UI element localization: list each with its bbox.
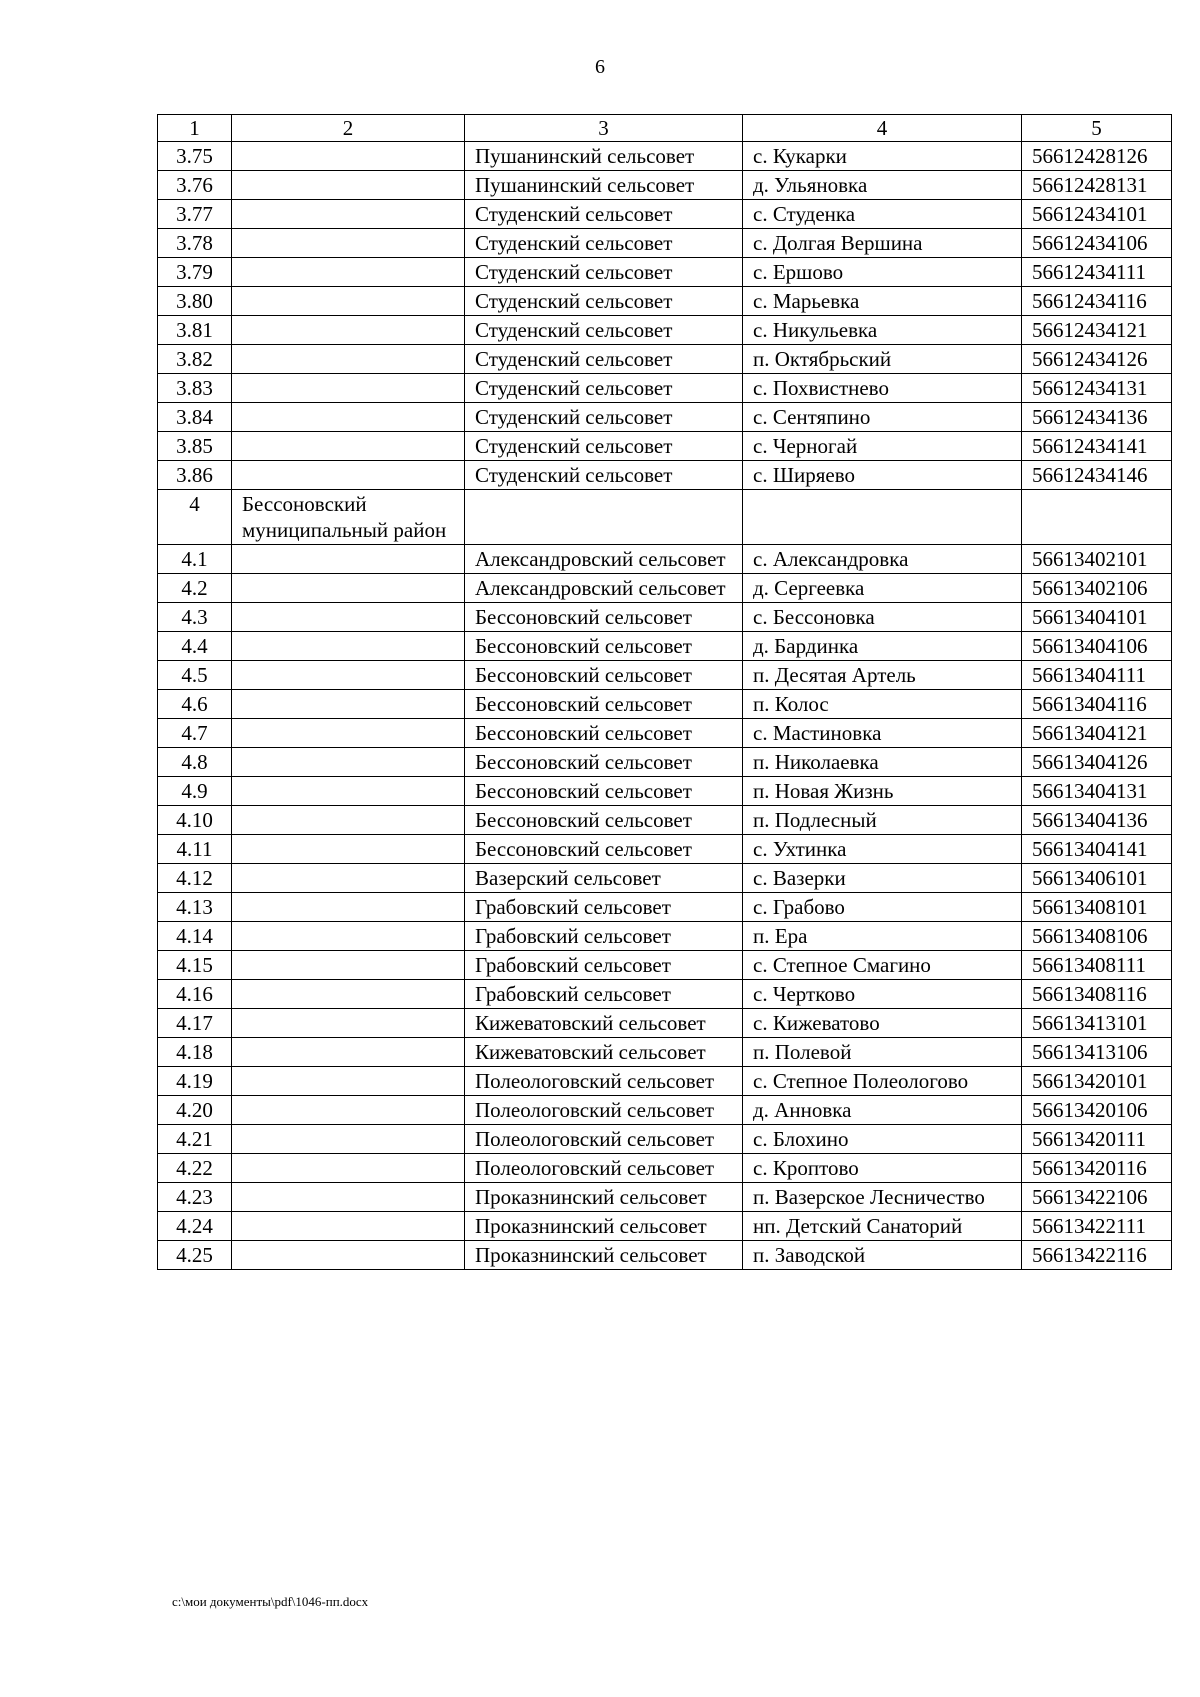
council-cell: Студенский сельсовет	[465, 345, 743, 374]
oktmo-code-cell: 56613422116	[1022, 1241, 1172, 1270]
oktmo-code-cell: 56613420111	[1022, 1125, 1172, 1154]
district-cell	[232, 1009, 465, 1038]
settlement-cell: с. Вазерки	[743, 864, 1022, 893]
table-row	[158, 545, 1172, 574]
settlement-cell: с. Степное Полеологово	[743, 1067, 1022, 1096]
table-row	[158, 719, 1172, 748]
settlement-cell	[743, 490, 1022, 545]
council-cell: Грабовский сельсовет	[465, 951, 743, 980]
column-header: 1	[158, 115, 232, 142]
oktmo-code-cell: 56613402101	[1022, 545, 1172, 574]
table-row	[158, 1154, 1172, 1183]
row-number-cell: 4.24	[158, 1212, 232, 1241]
row-number-cell: 3.85	[158, 432, 232, 461]
council-cell: Проказнинский сельсовет	[465, 1183, 743, 1212]
row-number-cell: 3.81	[158, 316, 232, 345]
row-number-cell: 3.76	[158, 171, 232, 200]
table-row	[158, 1009, 1172, 1038]
council-cell: Пушанинский сельсовет	[465, 142, 743, 171]
row-number-cell: 3.75	[158, 142, 232, 171]
council-cell: Бессоновский сельсовет	[465, 603, 743, 632]
council-cell: Бессоновский сельсовет	[465, 690, 743, 719]
settlement-cell: с. Бессоновка	[743, 603, 1022, 632]
oktmo-code-cell: 56613404136	[1022, 806, 1172, 835]
oktmo-code-cell: 56613404121	[1022, 719, 1172, 748]
table-row	[158, 690, 1172, 719]
row-number-cell: 3.78	[158, 229, 232, 258]
row-number-cell: 4.11	[158, 835, 232, 864]
district-cell	[232, 748, 465, 777]
district-cell	[232, 661, 465, 690]
oktmo-code-cell: 56612434136	[1022, 403, 1172, 432]
council-cell: Студенский сельсовет	[465, 374, 743, 403]
row-number-cell: 4.19	[158, 1067, 232, 1096]
table-row	[158, 893, 1172, 922]
council-cell: Грабовский сельсовет	[465, 893, 743, 922]
council-cell: Студенский сельсовет	[465, 200, 743, 229]
oktmo-code-cell: 56612434106	[1022, 229, 1172, 258]
council-cell: Полеологовский сельсовет	[465, 1096, 743, 1125]
district-cell	[232, 461, 465, 490]
row-number-cell: 4.21	[158, 1125, 232, 1154]
table-row	[158, 1096, 1172, 1125]
oktmo-code-cell: 56613402106	[1022, 574, 1172, 603]
council-cell: Студенский сельсовет	[465, 316, 743, 345]
settlement-cell: с. Степное Смагино	[743, 951, 1022, 980]
settlement-cell: д. Ульяновка	[743, 171, 1022, 200]
table-row	[158, 864, 1172, 893]
council-cell: Студенский сельсовет	[465, 287, 743, 316]
council-cell: Бессоновский сельсовет	[465, 835, 743, 864]
row-number-cell: 4.8	[158, 748, 232, 777]
oktmo-code-cell: 56612434141	[1022, 432, 1172, 461]
settlement-cell: с. Студенка	[743, 200, 1022, 229]
row-number-cell: 4.14	[158, 922, 232, 951]
table-header-row	[158, 115, 1172, 142]
table-row	[158, 777, 1172, 806]
settlement-cell: с. Чертково	[743, 980, 1022, 1009]
table-row	[158, 1241, 1172, 1270]
district-cell	[232, 1067, 465, 1096]
council-cell: Студенский сельсовет	[465, 258, 743, 287]
row-number-cell: 4.9	[158, 777, 232, 806]
council-cell: Полеологовский сельсовет	[465, 1067, 743, 1096]
table-row	[158, 432, 1172, 461]
district-cell	[232, 374, 465, 403]
table-row	[158, 603, 1172, 632]
table-row	[158, 748, 1172, 777]
row-number-cell: 3.79	[158, 258, 232, 287]
district-cell	[232, 1154, 465, 1183]
council-cell: Вазерский сельсовет	[465, 864, 743, 893]
district-cell	[232, 719, 465, 748]
oktmo-code-cell: 56613420101	[1022, 1067, 1172, 1096]
table-row	[158, 835, 1172, 864]
district-cell	[232, 835, 465, 864]
oktmo-code-cell: 56613422106	[1022, 1183, 1172, 1212]
row-number-cell: 3.80	[158, 287, 232, 316]
table-row	[158, 806, 1172, 835]
settlement-cell: п. Вазерское Лесничество	[743, 1183, 1022, 1212]
table-body	[158, 142, 1172, 1270]
council-cell: Студенский сельсовет	[465, 403, 743, 432]
council-cell: Бессоновский сельсовет	[465, 661, 743, 690]
district-cell	[232, 864, 465, 893]
council-cell: Александровский сельсовет	[465, 574, 743, 603]
row-number-cell: 4.22	[158, 1154, 232, 1183]
table-row	[158, 1125, 1172, 1154]
settlement-cell: с. Грабово	[743, 893, 1022, 922]
oktmo-code-cell: 56613413106	[1022, 1038, 1172, 1067]
district-cell	[232, 922, 465, 951]
district-cell	[232, 142, 465, 171]
district-cell	[232, 200, 465, 229]
district-cell	[232, 574, 465, 603]
row-number-cell: 4.12	[158, 864, 232, 893]
settlement-cell: п. Полевой	[743, 1038, 1022, 1067]
council-cell: Студенский сельсовет	[465, 461, 743, 490]
council-cell: Полеологовский сельсовет	[465, 1154, 743, 1183]
row-number-cell: 4.4	[158, 632, 232, 661]
settlements-table	[157, 114, 1172, 1270]
row-number-cell: 4.6	[158, 690, 232, 719]
settlement-cell: с. Ширяево	[743, 461, 1022, 490]
settlement-cell: п. Николаевка	[743, 748, 1022, 777]
settlement-cell: с. Мастиновка	[743, 719, 1022, 748]
council-cell: Александровский сельсовет	[465, 545, 743, 574]
district-cell	[232, 1183, 465, 1212]
oktmo-code-cell: 56612434131	[1022, 374, 1172, 403]
oktmo-code-cell: 56613404141	[1022, 835, 1172, 864]
oktmo-code-cell: 56612428131	[1022, 171, 1172, 200]
council-cell: Кижеватовский сельсовет	[465, 1038, 743, 1067]
settlement-cell: с. Никульевка	[743, 316, 1022, 345]
district-cell	[232, 893, 465, 922]
settlement-cell: с. Александровка	[743, 545, 1022, 574]
row-number-cell: 3.77	[158, 200, 232, 229]
table-row	[158, 374, 1172, 403]
district-cell	[232, 258, 465, 287]
council-cell: Проказнинский сельсовет	[465, 1212, 743, 1241]
district-cell	[232, 316, 465, 345]
column-header: 2	[232, 115, 465, 142]
district-cell	[232, 1212, 465, 1241]
oktmo-code-cell: 56613404126	[1022, 748, 1172, 777]
oktmo-code-cell: 56613422111	[1022, 1212, 1172, 1241]
council-cell	[465, 490, 743, 545]
row-number-cell: 4.5	[158, 661, 232, 690]
table-row	[158, 142, 1172, 171]
district-cell	[232, 951, 465, 980]
row-number-cell: 4.1	[158, 545, 232, 574]
district-cell	[232, 432, 465, 461]
district-cell	[232, 980, 465, 1009]
council-cell: Бессоновский сельсовет	[465, 632, 743, 661]
row-number-cell: 4.17	[158, 1009, 232, 1038]
page-number: 6	[595, 56, 605, 78]
table-row	[158, 490, 1172, 545]
row-number-cell: 4.23	[158, 1183, 232, 1212]
oktmo-code-cell: 56612434121	[1022, 316, 1172, 345]
oktmo-code-cell: 56613404101	[1022, 603, 1172, 632]
oktmo-code-cell: 56612434101	[1022, 200, 1172, 229]
settlement-cell: д. Бардинка	[743, 632, 1022, 661]
oktmo-code-cell	[1022, 490, 1172, 545]
row-number-cell: 4.2	[158, 574, 232, 603]
council-cell: Бессоновский сельсовет	[465, 748, 743, 777]
row-number-cell: 4.15	[158, 951, 232, 980]
oktmo-code-cell: 56613404116	[1022, 690, 1172, 719]
oktmo-code-cell: 56613408116	[1022, 980, 1172, 1009]
council-cell: Бессоновский сельсовет	[465, 777, 743, 806]
council-cell: Кижеватовский сельсовет	[465, 1009, 743, 1038]
table-row	[158, 922, 1172, 951]
council-cell: Грабовский сельсовет	[465, 980, 743, 1009]
council-cell: Проказнинский сельсовет	[465, 1241, 743, 1270]
district-cell	[232, 171, 465, 200]
row-number-cell: 4.13	[158, 893, 232, 922]
table-row	[158, 316, 1172, 345]
oktmo-code-cell: 56613408111	[1022, 951, 1172, 980]
table-row	[158, 661, 1172, 690]
table-row	[158, 1067, 1172, 1096]
oktmo-code-cell: 56612434111	[1022, 258, 1172, 287]
district-cell	[232, 603, 465, 632]
settlement-cell: п. Заводской	[743, 1241, 1022, 1270]
row-number-cell: 4.3	[158, 603, 232, 632]
council-cell: Студенский сельсовет	[465, 229, 743, 258]
settlement-cell: с. Блохино	[743, 1125, 1022, 1154]
council-cell: Полеологовский сельсовет	[465, 1125, 743, 1154]
settlement-cell: п. Октябрьский	[743, 345, 1022, 374]
table-row	[158, 1183, 1172, 1212]
settlement-cell: с. Кроптово	[743, 1154, 1022, 1183]
settlement-cell: п. Десятая Артель	[743, 661, 1022, 690]
settlement-cell: п. Новая Жизнь	[743, 777, 1022, 806]
district-cell	[232, 287, 465, 316]
settlement-cell: д. Сергеевка	[743, 574, 1022, 603]
table-row	[158, 1038, 1172, 1067]
table-row	[158, 632, 1172, 661]
district-cell	[232, 345, 465, 374]
settlement-cell: д. Анновка	[743, 1096, 1022, 1125]
settlement-cell: с. Марьевка	[743, 287, 1022, 316]
table-row	[158, 574, 1172, 603]
oktmo-code-cell: 56613404106	[1022, 632, 1172, 661]
column-header: 3	[465, 115, 743, 142]
council-cell: Бессоновский сельсовет	[465, 806, 743, 835]
settlement-cell: п. Ера	[743, 922, 1022, 951]
table-row	[158, 171, 1172, 200]
district-cell: Бессоновский муниципальный район	[232, 490, 465, 545]
district-cell	[232, 690, 465, 719]
district-cell	[232, 632, 465, 661]
table-row	[158, 229, 1172, 258]
table-row	[158, 258, 1172, 287]
council-cell: Грабовский сельсовет	[465, 922, 743, 951]
district-cell	[232, 1125, 465, 1154]
district-cell	[232, 777, 465, 806]
row-number-cell: 4.20	[158, 1096, 232, 1125]
council-cell: Студенский сельсовет	[465, 432, 743, 461]
column-header: 4	[743, 115, 1022, 142]
table-row	[158, 1212, 1172, 1241]
table-row	[158, 345, 1172, 374]
row-number-cell: 4.25	[158, 1241, 232, 1270]
oktmo-code-cell: 56613420106	[1022, 1096, 1172, 1125]
district-cell	[232, 403, 465, 432]
settlement-cell: с. Сентяпино	[743, 403, 1022, 432]
oktmo-code-cell: 56612434116	[1022, 287, 1172, 316]
row-number-cell: 3.82	[158, 345, 232, 374]
oktmo-code-cell: 56613404131	[1022, 777, 1172, 806]
table-row	[158, 403, 1172, 432]
settlement-cell: с. Ухтинка	[743, 835, 1022, 864]
oktmo-code-cell: 56612434126	[1022, 345, 1172, 374]
table-row	[158, 200, 1172, 229]
row-number-cell: 3.86	[158, 461, 232, 490]
settlement-cell: с. Похвистнево	[743, 374, 1022, 403]
oktmo-code-cell: 56613420116	[1022, 1154, 1172, 1183]
table-row	[158, 951, 1172, 980]
oktmo-code-cell: 56612428126	[1022, 142, 1172, 171]
district-cell	[232, 1038, 465, 1067]
row-number-cell: 4.16	[158, 980, 232, 1009]
settlement-cell: с. Кукарки	[743, 142, 1022, 171]
oktmo-code-cell: 56612434146	[1022, 461, 1172, 490]
row-number-cell: 4.10	[158, 806, 232, 835]
settlement-cell: п. Колос	[743, 690, 1022, 719]
row-number-cell: 4	[158, 490, 232, 545]
district-cell	[232, 1241, 465, 1270]
settlement-cell: с. Ершово	[743, 258, 1022, 287]
table-row	[158, 461, 1172, 490]
oktmo-code-cell: 56613404111	[1022, 661, 1172, 690]
file-path-footer: c:\мои документы\pdf\1046-пп.docx	[172, 1594, 369, 1609]
settlement-cell: с. Долгая Вершина	[743, 229, 1022, 258]
district-cell	[232, 806, 465, 835]
oktmo-code-cell: 56613408106	[1022, 922, 1172, 951]
council-cell: Бессоновский сельсовет	[465, 719, 743, 748]
row-number-cell: 4.7	[158, 719, 232, 748]
oktmo-code-cell: 56613408101	[1022, 893, 1172, 922]
district-cell	[232, 1096, 465, 1125]
oktmo-code-cell: 56613406101	[1022, 864, 1172, 893]
oktmo-code-cell: 56613413101	[1022, 1009, 1172, 1038]
table-row	[158, 287, 1172, 316]
district-cell	[232, 229, 465, 258]
row-number-cell: 4.18	[158, 1038, 232, 1067]
council-cell: Пушанинский сельсовет	[465, 171, 743, 200]
district-cell	[232, 545, 465, 574]
settlement-cell: с. Кижеватово	[743, 1009, 1022, 1038]
settlement-cell: с. Черногай	[743, 432, 1022, 461]
settlement-cell: п. Подлесный	[743, 806, 1022, 835]
column-header: 5	[1022, 115, 1172, 142]
table-row	[158, 980, 1172, 1009]
row-number-cell: 3.84	[158, 403, 232, 432]
row-number-cell: 3.83	[158, 374, 232, 403]
settlement-cell: нп. Детский Санаторий	[743, 1212, 1022, 1241]
